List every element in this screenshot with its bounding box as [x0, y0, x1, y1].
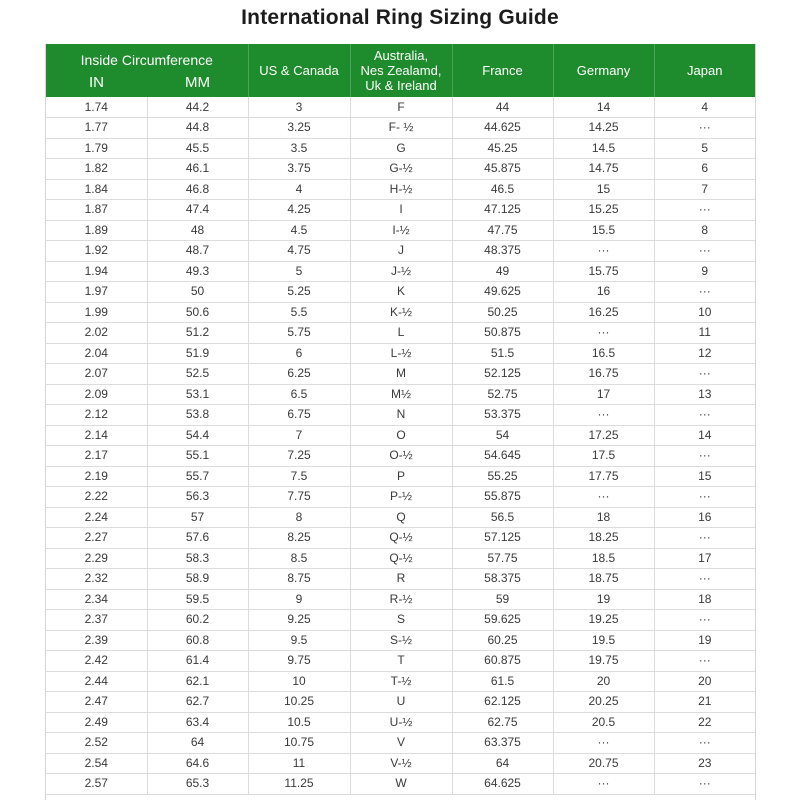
us-cell: 6	[248, 343, 350, 364]
mm-cell: 47.4	[147, 200, 248, 221]
france-cell: 45.875	[452, 159, 553, 180]
in-cell: 2.47	[46, 692, 147, 713]
mm-cell: 60.2	[147, 610, 248, 631]
france-cell: 57.125	[452, 528, 553, 549]
mm-cell: 54.4	[147, 425, 248, 446]
germany-cell: 14	[553, 97, 654, 118]
in-cell: 1.99	[46, 302, 147, 323]
germany-cell: 20	[553, 671, 654, 692]
us-cell: 6.75	[248, 405, 350, 426]
mm-cell: 62.7	[147, 692, 248, 713]
table-row	[46, 466, 755, 487]
germany-cell: 19	[553, 589, 654, 610]
table-row	[46, 364, 755, 385]
us-cell: 8.5	[248, 548, 350, 569]
in-cell: 2.57	[46, 774, 147, 795]
france-cell: 44.625	[452, 118, 553, 139]
au-uk-cell: O	[350, 425, 452, 446]
table-row	[46, 97, 755, 118]
japan-cell: ···	[654, 364, 755, 385]
mm-cell: 50.6	[147, 302, 248, 323]
au-uk-cell: R-½	[350, 589, 452, 610]
germany-cell: ···	[553, 241, 654, 262]
japan-cell: ···	[654, 733, 755, 754]
au-uk-cell: K-½	[350, 302, 452, 323]
au-uk-cell: W	[350, 774, 452, 795]
mm-cell: 52.5	[147, 364, 248, 385]
au-uk-cell: M	[350, 364, 452, 385]
header-au-line-1: Australia,	[373, 48, 429, 63]
table-row	[46, 138, 755, 159]
au-uk-cell: N	[350, 405, 452, 426]
mm-cell: 57.6	[147, 528, 248, 549]
in-cell: 1.87	[46, 200, 147, 221]
us-cell: 4.75	[248, 241, 350, 262]
mm-cell: 55.1	[147, 446, 248, 467]
in-cell: 1.82	[46, 159, 147, 180]
mm-cell: 62.1	[147, 671, 248, 692]
mm-cell: 51.2	[147, 323, 248, 344]
table-body	[46, 97, 755, 794]
au-uk-cell: S-½	[350, 630, 452, 651]
germany-cell: 18.75	[553, 569, 654, 590]
table-row	[46, 118, 755, 139]
table-header	[46, 44, 755, 97]
table-row	[46, 241, 755, 262]
us-cell: 10	[248, 671, 350, 692]
japan-cell: 10	[654, 302, 755, 323]
us-cell: 7.25	[248, 446, 350, 467]
japan-cell: ···	[654, 405, 755, 426]
us-cell: 4	[248, 179, 350, 200]
in-cell: 2.22	[46, 487, 147, 508]
japan-cell: 18	[654, 589, 755, 610]
table-row	[46, 405, 755, 426]
au-uk-cell: T-½	[350, 671, 452, 692]
japan-cell: 16	[654, 507, 755, 528]
in-cell: 2.39	[46, 630, 147, 651]
germany-cell: ···	[553, 733, 654, 754]
mm-cell: 60.8	[147, 630, 248, 651]
table-row	[46, 302, 755, 323]
header-japan: Japan	[654, 44, 755, 97]
table-row	[46, 630, 755, 651]
in-cell: 1.94	[46, 261, 147, 282]
header-au-line-2: Nes Zealamd,	[360, 63, 442, 78]
au-uk-cell: F- ½	[350, 118, 452, 139]
in-cell: 2.17	[46, 446, 147, 467]
germany-cell: 16.75	[553, 364, 654, 385]
france-cell: 64	[452, 753, 553, 774]
japan-cell: ···	[654, 118, 755, 139]
mm-cell: 46.1	[147, 159, 248, 180]
table-row	[46, 712, 755, 733]
germany-cell: 16	[553, 282, 654, 303]
germany-cell: 14.5	[553, 138, 654, 159]
mm-cell: 44.2	[147, 97, 248, 118]
france-cell: 53.375	[452, 405, 553, 426]
us-cell: 8.25	[248, 528, 350, 549]
germany-cell: 20.25	[553, 692, 654, 713]
mm-cell: 65.3	[147, 774, 248, 795]
au-uk-cell: L-½	[350, 343, 452, 364]
au-uk-cell: H-½	[350, 179, 452, 200]
header-circumference-label: Inside Circumference	[80, 52, 213, 68]
us-cell: 6.25	[248, 364, 350, 385]
germany-cell: 16.25	[553, 302, 654, 323]
us-cell: 5.5	[248, 302, 350, 323]
germany-cell: 17.75	[553, 466, 654, 487]
table-row	[46, 610, 755, 631]
in-cell: 1.92	[46, 241, 147, 262]
france-cell: 51.5	[452, 343, 553, 364]
page-title: International Ring Sizing Guide	[241, 6, 559, 29]
in-cell: 2.07	[46, 364, 147, 385]
japan-cell: ···	[654, 487, 755, 508]
japan-cell: 17	[654, 548, 755, 569]
germany-cell: 19.75	[553, 651, 654, 672]
mm-cell: 64.6	[147, 753, 248, 774]
au-uk-cell: F	[350, 97, 452, 118]
au-uk-cell: J-½	[350, 261, 452, 282]
france-cell: 44	[452, 97, 553, 118]
france-cell: 59	[452, 589, 553, 610]
au-uk-cell: Q	[350, 507, 452, 528]
japan-cell: 15	[654, 466, 755, 487]
france-cell: 54	[452, 425, 553, 446]
au-uk-cell: J	[350, 241, 452, 262]
mm-cell: 53.8	[147, 405, 248, 426]
header-inside-circumference	[46, 44, 248, 97]
us-cell: 10.5	[248, 712, 350, 733]
table-row	[46, 692, 755, 713]
japan-cell: ···	[654, 200, 755, 221]
japan-cell: 6	[654, 159, 755, 180]
germany-cell: 18.5	[553, 548, 654, 569]
mm-cell: 63.4	[147, 712, 248, 733]
japan-cell: ···	[654, 282, 755, 303]
us-cell: 7	[248, 425, 350, 446]
germany-cell: 14.25	[553, 118, 654, 139]
germany-cell: 17	[553, 384, 654, 405]
au-uk-cell: V-½	[350, 753, 452, 774]
table-row	[46, 487, 755, 508]
japan-cell: ···	[654, 610, 755, 631]
us-cell: 3.25	[248, 118, 350, 139]
in-cell: 2.54	[46, 753, 147, 774]
header-us-canada: US & Canada	[248, 44, 350, 97]
table-row	[46, 343, 755, 364]
mm-cell: 48	[147, 220, 248, 241]
in-cell: 2.49	[46, 712, 147, 733]
germany-cell: 20.5	[553, 712, 654, 733]
in-cell: 1.79	[46, 138, 147, 159]
japan-cell: 21	[654, 692, 755, 713]
in-cell: 2.34	[46, 589, 147, 610]
france-cell: 46.5	[452, 179, 553, 200]
france-cell: 64.625	[452, 774, 553, 795]
us-cell: 3.75	[248, 159, 350, 180]
germany-cell: ···	[553, 774, 654, 795]
table-row	[46, 220, 755, 241]
germany-cell: 18.25	[553, 528, 654, 549]
us-cell: 10.75	[248, 733, 350, 754]
france-cell: 48.375	[452, 241, 553, 262]
japan-cell: ···	[654, 241, 755, 262]
au-uk-cell: K	[350, 282, 452, 303]
mm-cell: 44.8	[147, 118, 248, 139]
table-row	[46, 651, 755, 672]
us-cell: 9.5	[248, 630, 350, 651]
table-row	[46, 179, 755, 200]
in-cell: 1.97	[46, 282, 147, 303]
au-uk-cell: Q-½	[350, 528, 452, 549]
us-cell: 11	[248, 753, 350, 774]
france-cell: 52.75	[452, 384, 553, 405]
japan-cell: 23	[654, 753, 755, 774]
france-cell: 62.75	[452, 712, 553, 733]
japan-cell: 7	[654, 179, 755, 200]
us-cell: 3	[248, 97, 350, 118]
japan-cell: ···	[654, 528, 755, 549]
france-cell: 57.75	[452, 548, 553, 569]
mm-cell: 59.5	[147, 589, 248, 610]
mm-cell: 64	[147, 733, 248, 754]
in-cell: 2.14	[46, 425, 147, 446]
au-uk-cell: L	[350, 323, 452, 344]
japan-cell: ···	[654, 774, 755, 795]
germany-cell: 14.75	[553, 159, 654, 180]
in-cell: 1.74	[46, 97, 147, 118]
france-cell: 55.875	[452, 487, 553, 508]
mm-cell: 49.3	[147, 261, 248, 282]
us-cell: 9	[248, 589, 350, 610]
au-uk-cell: P-½	[350, 487, 452, 508]
header-in-label: IN	[89, 74, 104, 91]
in-cell: 1.84	[46, 179, 147, 200]
header-au-line-3: Uk & Ireland	[365, 78, 437, 93]
in-cell: 2.52	[46, 733, 147, 754]
us-cell: 3.5	[248, 138, 350, 159]
germany-cell: 17.25	[553, 425, 654, 446]
france-cell: 50.875	[452, 323, 553, 344]
table-row	[46, 384, 755, 405]
table-row	[46, 528, 755, 549]
us-cell: 9.75	[248, 651, 350, 672]
us-cell: 4.5	[248, 220, 350, 241]
mm-cell: 51.9	[147, 343, 248, 364]
in-cell: 1.77	[46, 118, 147, 139]
france-cell: 47.75	[452, 220, 553, 241]
germany-cell: 20.75	[553, 753, 654, 774]
table-row	[46, 548, 755, 569]
au-uk-cell: Q-½	[350, 548, 452, 569]
table-row	[46, 446, 755, 467]
au-uk-cell: P	[350, 466, 452, 487]
us-cell: 8.75	[248, 569, 350, 590]
header-australia-nz-uk	[350, 44, 452, 97]
in-cell: 2.27	[46, 528, 147, 549]
france-cell: 54.645	[452, 446, 553, 467]
japan-cell: 22	[654, 712, 755, 733]
mm-cell: 48.7	[147, 241, 248, 262]
japan-cell: ···	[654, 446, 755, 467]
in-cell: 2.04	[46, 343, 147, 364]
france-cell: 63.375	[452, 733, 553, 754]
germany-cell: 15	[553, 179, 654, 200]
us-cell: 5	[248, 261, 350, 282]
mm-cell: 46.8	[147, 179, 248, 200]
table-row	[46, 589, 755, 610]
france-cell: 56.5	[452, 507, 553, 528]
in-cell: 2.19	[46, 466, 147, 487]
france-cell: 59.625	[452, 610, 553, 631]
france-cell: 49.625	[452, 282, 553, 303]
table-row	[46, 159, 755, 180]
au-uk-cell: R	[350, 569, 452, 590]
in-cell: 2.02	[46, 323, 147, 344]
japan-cell: 12	[654, 343, 755, 364]
france-cell: 60.875	[452, 651, 553, 672]
table-row	[46, 774, 755, 795]
in-cell: 1.89	[46, 220, 147, 241]
us-cell: 11.25	[248, 774, 350, 795]
us-cell: 4.25	[248, 200, 350, 221]
ring-size-table	[46, 44, 755, 795]
mm-cell: 57	[147, 507, 248, 528]
in-cell: 2.29	[46, 548, 147, 569]
france-cell: 58.375	[452, 569, 553, 590]
germany-cell: 15.25	[553, 200, 654, 221]
mm-cell: 61.4	[147, 651, 248, 672]
us-cell: 5.25	[248, 282, 350, 303]
france-cell: 62.125	[452, 692, 553, 713]
in-cell: 2.12	[46, 405, 147, 426]
japan-cell: 5	[654, 138, 755, 159]
mm-cell: 45.5	[147, 138, 248, 159]
mm-cell: 53.1	[147, 384, 248, 405]
germany-cell: ···	[553, 405, 654, 426]
us-cell: 8	[248, 507, 350, 528]
table-row	[46, 507, 755, 528]
table-row	[46, 282, 755, 303]
france-cell: 52.125	[452, 364, 553, 385]
au-uk-cell: I	[350, 200, 452, 221]
us-cell: 9.25	[248, 610, 350, 631]
us-cell: 7.5	[248, 466, 350, 487]
us-cell: 10.25	[248, 692, 350, 713]
germany-cell: 16.5	[553, 343, 654, 364]
japan-cell: ···	[654, 651, 755, 672]
germany-cell: 15.75	[553, 261, 654, 282]
table-row	[46, 200, 755, 221]
mm-cell: 58.3	[147, 548, 248, 569]
mm-cell: 58.9	[147, 569, 248, 590]
au-uk-cell: U-½	[350, 712, 452, 733]
in-cell: 2.24	[46, 507, 147, 528]
us-cell: 6.5	[248, 384, 350, 405]
japan-cell: ···	[654, 569, 755, 590]
japan-cell: 19	[654, 630, 755, 651]
japan-cell: 9	[654, 261, 755, 282]
france-cell: 49	[452, 261, 553, 282]
table-row	[46, 753, 755, 774]
au-uk-cell: G-½	[350, 159, 452, 180]
germany-cell: 15.5	[553, 220, 654, 241]
table-row	[46, 569, 755, 590]
japan-cell: 11	[654, 323, 755, 344]
france-cell: 55.25	[452, 466, 553, 487]
japan-cell: 8	[654, 220, 755, 241]
germany-cell: 18	[553, 507, 654, 528]
france-cell: 47.125	[452, 200, 553, 221]
au-uk-cell: T	[350, 651, 452, 672]
france-cell: 61.5	[452, 671, 553, 692]
au-uk-cell: I-½	[350, 220, 452, 241]
au-uk-cell: V	[350, 733, 452, 754]
au-uk-cell: U	[350, 692, 452, 713]
japan-cell: 20	[654, 671, 755, 692]
in-cell: 2.44	[46, 671, 147, 692]
mm-cell: 55.7	[147, 466, 248, 487]
us-cell: 7.75	[248, 487, 350, 508]
header-mm-label: MM	[185, 74, 210, 91]
germany-cell: ···	[553, 487, 654, 508]
germany-cell: 19.25	[553, 610, 654, 631]
table-row	[46, 671, 755, 692]
in-cell: 2.32	[46, 569, 147, 590]
japan-cell: 13	[654, 384, 755, 405]
germany-cell: ···	[553, 323, 654, 344]
table-row	[46, 323, 755, 344]
table-row	[46, 261, 755, 282]
france-cell: 45.25	[452, 138, 553, 159]
france-cell: 60.25	[452, 630, 553, 651]
au-uk-cell: M½	[350, 384, 452, 405]
mm-cell: 50	[147, 282, 248, 303]
france-cell: 50.25	[452, 302, 553, 323]
table-row	[46, 733, 755, 754]
au-uk-cell: S	[350, 610, 452, 631]
in-cell: 2.37	[46, 610, 147, 631]
mm-cell: 56.3	[147, 487, 248, 508]
au-uk-cell: G	[350, 138, 452, 159]
germany-cell: 17.5	[553, 446, 654, 467]
germany-cell: 19.5	[553, 630, 654, 651]
table-row	[46, 425, 755, 446]
ring-size-table-container	[45, 44, 756, 800]
us-cell: 5.75	[248, 323, 350, 344]
header-france: France	[452, 44, 553, 97]
japan-cell: 14	[654, 425, 755, 446]
in-cell: 2.09	[46, 384, 147, 405]
au-uk-cell: O-½	[350, 446, 452, 467]
japan-cell: 4	[654, 97, 755, 118]
header-germany: Germany	[553, 44, 654, 97]
in-cell: 2.42	[46, 651, 147, 672]
